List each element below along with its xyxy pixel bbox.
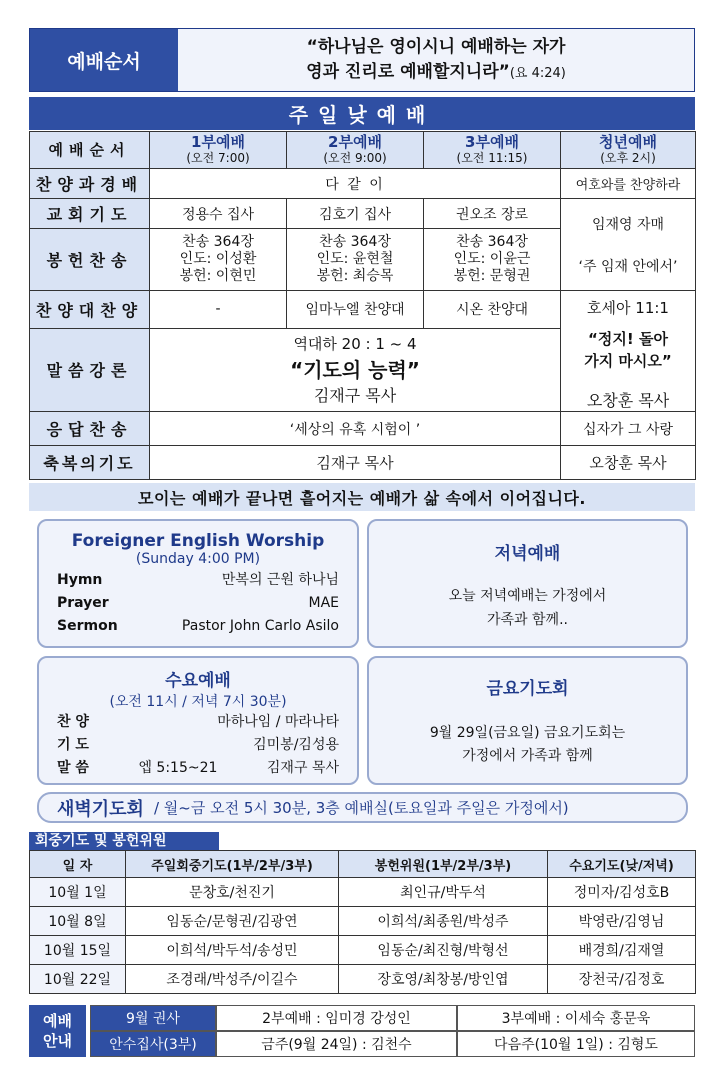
youth-preacher: 오창훈 목사 (586, 391, 670, 410)
header-verse (178, 29, 694, 91)
prayer-row (30, 199, 696, 229)
offering-c2-lead: 인도: 윤현철 (316, 251, 394, 267)
choir-row (30, 291, 696, 329)
table-row (30, 936, 696, 965)
wednesday-row-prayer (57, 734, 339, 757)
youth-sermon-cell (561, 291, 696, 412)
verse-line-2-text: 영과 진리로 예배할지니라” (306, 61, 510, 82)
table-cell: 최인규/박두석 (339, 878, 548, 907)
guide-label-2: 안내 (43, 1032, 72, 1050)
english-row-prayer (57, 592, 339, 615)
wednesday-row-praise (57, 711, 339, 734)
english-title: Foreigner English Worship (71, 531, 325, 551)
prayer-table (29, 850, 696, 994)
guide-label-1: 예배 (43, 1012, 72, 1030)
table-cell: 임동순/문형권/김광연 (126, 907, 339, 936)
youth-sermon-title-1: “정지! 돌아 (588, 330, 668, 348)
wednesday-prayer-key: 기 도 (57, 737, 89, 753)
english-prayer-key: Prayer (57, 595, 109, 611)
table-cell: 장천국/김정호 (548, 965, 696, 994)
english-hymn-key: Hymn (57, 572, 103, 588)
prayer-table-label: 회중기도 및 봉헌위원 (29, 832, 219, 850)
guide-r1-b: 3부예배 : 이세숙 홍문욱 (457, 1005, 695, 1031)
english-time: (Sunday 4:00 PM) (135, 551, 261, 567)
col-2-name: 2부예배 (328, 133, 382, 151)
response-row (30, 412, 696, 446)
col-1-name: 1부예배 (191, 133, 245, 151)
col-1 (150, 132, 287, 169)
sermon-preacher: 김재구 목사 (313, 386, 397, 406)
youth-sermon-title-2: 가지 마시오” (584, 352, 672, 370)
offering-label: 봉헌찬송 (30, 229, 150, 291)
offering-c1-offer: 봉헌: 이현민 (179, 268, 257, 284)
col-3-name: 3부예배 (465, 133, 519, 151)
offering-c3 (424, 229, 561, 291)
offering-c1-hymn: 찬송 364장 (182, 234, 254, 250)
main-title: 주일낮예배 (29, 97, 695, 130)
verse-line-2 (306, 60, 566, 86)
wednesday-word-key: 말 씀 (57, 760, 89, 776)
wednesday-prayer-value: 김미봉/김성용 (253, 737, 339, 753)
col-3-time: (오전 11:15) (456, 151, 528, 165)
wednesday-title: 수요예배 (165, 671, 231, 691)
service-guide (29, 1005, 695, 1057)
response-label: 응답찬송 (30, 412, 150, 446)
dawn-title: 새벽기도회 (57, 798, 144, 820)
choir-c3: 시온 찬양대 (424, 291, 561, 329)
table-cell: 이희석/박두석/송성민 (126, 936, 339, 965)
praise-label: 찬양과경배 (30, 169, 150, 199)
table-cell: 박영란/김영님 (548, 907, 696, 936)
friday-line-2: 가정에서 가족과 함께 (462, 748, 593, 764)
praise-youth: 여호와를 찬양하라 (561, 169, 696, 199)
col-2 (287, 132, 424, 169)
praise-all: 다 같 이 (150, 169, 561, 199)
table-row (30, 907, 696, 936)
sermon-passage: 역대하 20 : 1 ~ 4 (293, 335, 417, 354)
choir-youth: 호세아 11:1 (587, 299, 669, 317)
col-2-time: (오전 9:00) (323, 151, 387, 165)
guide-r2-label: 안수집사(3부) (90, 1031, 216, 1057)
table-cell: 조경래/박성주/이길수 (126, 965, 339, 994)
prayer-header-sunday: 주일회중기도(1부/2부/3부) (126, 851, 339, 878)
col-3 (424, 132, 561, 169)
header (29, 28, 695, 92)
response-all: ‘세상의 유혹 시험이 ’ (150, 412, 561, 446)
choir-label: 찬양대찬양 (30, 291, 150, 329)
guide-r2-a: 금주(9월 24일) : 김천수 (216, 1031, 457, 1057)
prayer-header-date: 일 자 (30, 851, 126, 878)
offering-c3-hymn: 찬송 364장 (456, 234, 528, 250)
friday-box (367, 656, 688, 785)
prayer-table-header (30, 851, 696, 878)
wednesday-word-passage: 엡 5:15~21 (138, 760, 218, 776)
header-label: 예배순서 (30, 29, 178, 91)
verse-line-1: “하나님은 영이시니 예배하는 자가 (306, 36, 566, 57)
table-row (30, 878, 696, 907)
offering-c1-lead: 인도: 이성환 (179, 251, 257, 267)
offering-c3-offer: 봉헌: 문형권 (453, 268, 531, 284)
sermon-title: “기도의 능력” (290, 358, 420, 383)
dawn-detail: / 월~금 오전 5시 30분, 3층 예배실(토요일과 주일은 가정에서) (153, 799, 569, 817)
youth-sermon-title (561, 328, 695, 372)
evening-title: 저녁예배 (494, 544, 561, 564)
banner: 모이는 예배가 끝나면 흩어지는 예배가 삶 속에서 이어집니다. (29, 483, 695, 511)
evening-line-1: 오늘 저녁예배는 가정에서 (448, 588, 607, 604)
table-cell: 10월 8일 (30, 907, 126, 936)
choir-c2: 임마누엘 찬양대 (287, 291, 424, 329)
dawn-prayer (37, 792, 688, 823)
service-table (29, 131, 696, 480)
english-row-sermon (57, 615, 339, 638)
col-1-time: (오전 7:00) (186, 151, 250, 165)
evening-line-2: 가족과 함께.. (487, 612, 568, 628)
table-cell: 10월 22일 (30, 965, 126, 994)
prayer-c3: 권오조 장로 (424, 199, 561, 229)
table-cell: 배경희/김재열 (548, 936, 696, 965)
guide-r1-label: 9월 권사 (90, 1005, 216, 1031)
offering-c2-hymn: 찬송 364장 (319, 234, 391, 250)
table-cell: 이희석/최종원/박성주 (339, 907, 548, 936)
evening-box (367, 519, 688, 648)
prayer-c2: 김호기 집사 (287, 199, 424, 229)
english-prayer-value: MAE (308, 595, 339, 611)
sermon-label: 말씀강론 (30, 328, 150, 411)
english-sermon-value: Pastor John Carlo Asilo (181, 618, 339, 634)
service-header-row (30, 132, 696, 169)
sermon-main (150, 328, 561, 411)
prayer-header-wednesday: 수요기도(낮/저녁) (548, 851, 696, 878)
friday-title: 금요기도회 (486, 679, 569, 699)
wednesday-praise-key: 찬 양 (57, 714, 89, 730)
table-cell: 10월 1일 (30, 878, 126, 907)
offering-c1 (150, 229, 287, 291)
response-youth: 십자가 그 사랑 (561, 412, 696, 446)
english-worship-box (37, 519, 359, 648)
row-head: 예배순서 (30, 132, 150, 169)
guide-r2-b: 다음주(10월 1일) : 김형도 (457, 1031, 695, 1057)
english-hymn-value: 만복의 근원 하나님 (221, 572, 339, 588)
benediction-label: 축복의기도 (30, 446, 150, 480)
prayer-c1: 정용수 집사 (150, 199, 287, 229)
offering-c3-lead: 인도: 이윤근 (453, 251, 531, 267)
wednesday-box (37, 656, 359, 785)
table-cell: 10월 15일 (30, 936, 126, 965)
guide-label (29, 1005, 86, 1057)
col-youth (561, 132, 696, 169)
wednesday-row-word (57, 757, 339, 780)
benediction-all: 김재구 목사 (150, 446, 561, 480)
friday-line-1: 9월 29일(금요일) 금요기도회는 (429, 725, 626, 741)
prayer-youth-cell (561, 199, 696, 291)
table-cell: 장호영/최창봉/방인엽 (339, 965, 548, 994)
prayer-youth: 임재영 자매 (591, 216, 665, 233)
offering-c2-offer: 봉헌: 최승목 (316, 268, 394, 284)
english-row-hymn (57, 569, 339, 592)
wednesday-praise-value: 마하나임 / 마라나타 (217, 714, 339, 730)
prayer-label: 교회기도 (30, 199, 150, 229)
benediction-row (30, 446, 696, 480)
offering-youth: ‘주 임재 안에서’ (578, 258, 678, 275)
table-row (30, 965, 696, 994)
prayer-header-offering: 봉헌위원(1부/2부/3부) (339, 851, 548, 878)
guide-r1-a: 2부예배 : 임미경 강성인 (216, 1005, 457, 1031)
benediction-youth: 오창훈 목사 (561, 446, 696, 480)
table-cell: 임동순/최진형/박형선 (339, 936, 548, 965)
choir-c1: - (150, 291, 287, 329)
verse-ref: (요 4:24) (509, 65, 566, 81)
col-youth-name: 청년예배 (599, 133, 657, 151)
col-youth-time: (오후 2시) (600, 151, 656, 165)
english-sermon-key: Sermon (57, 618, 118, 634)
table-cell: 문창호/천진기 (126, 878, 339, 907)
wednesday-word-value: 김재구 목사 (266, 760, 339, 776)
offering-c2 (287, 229, 424, 291)
table-cell: 정미자/김성호B (548, 878, 696, 907)
wednesday-time: (오전 11시 / 저녁 7시 30분) (109, 694, 287, 710)
praise-row (30, 169, 696, 199)
